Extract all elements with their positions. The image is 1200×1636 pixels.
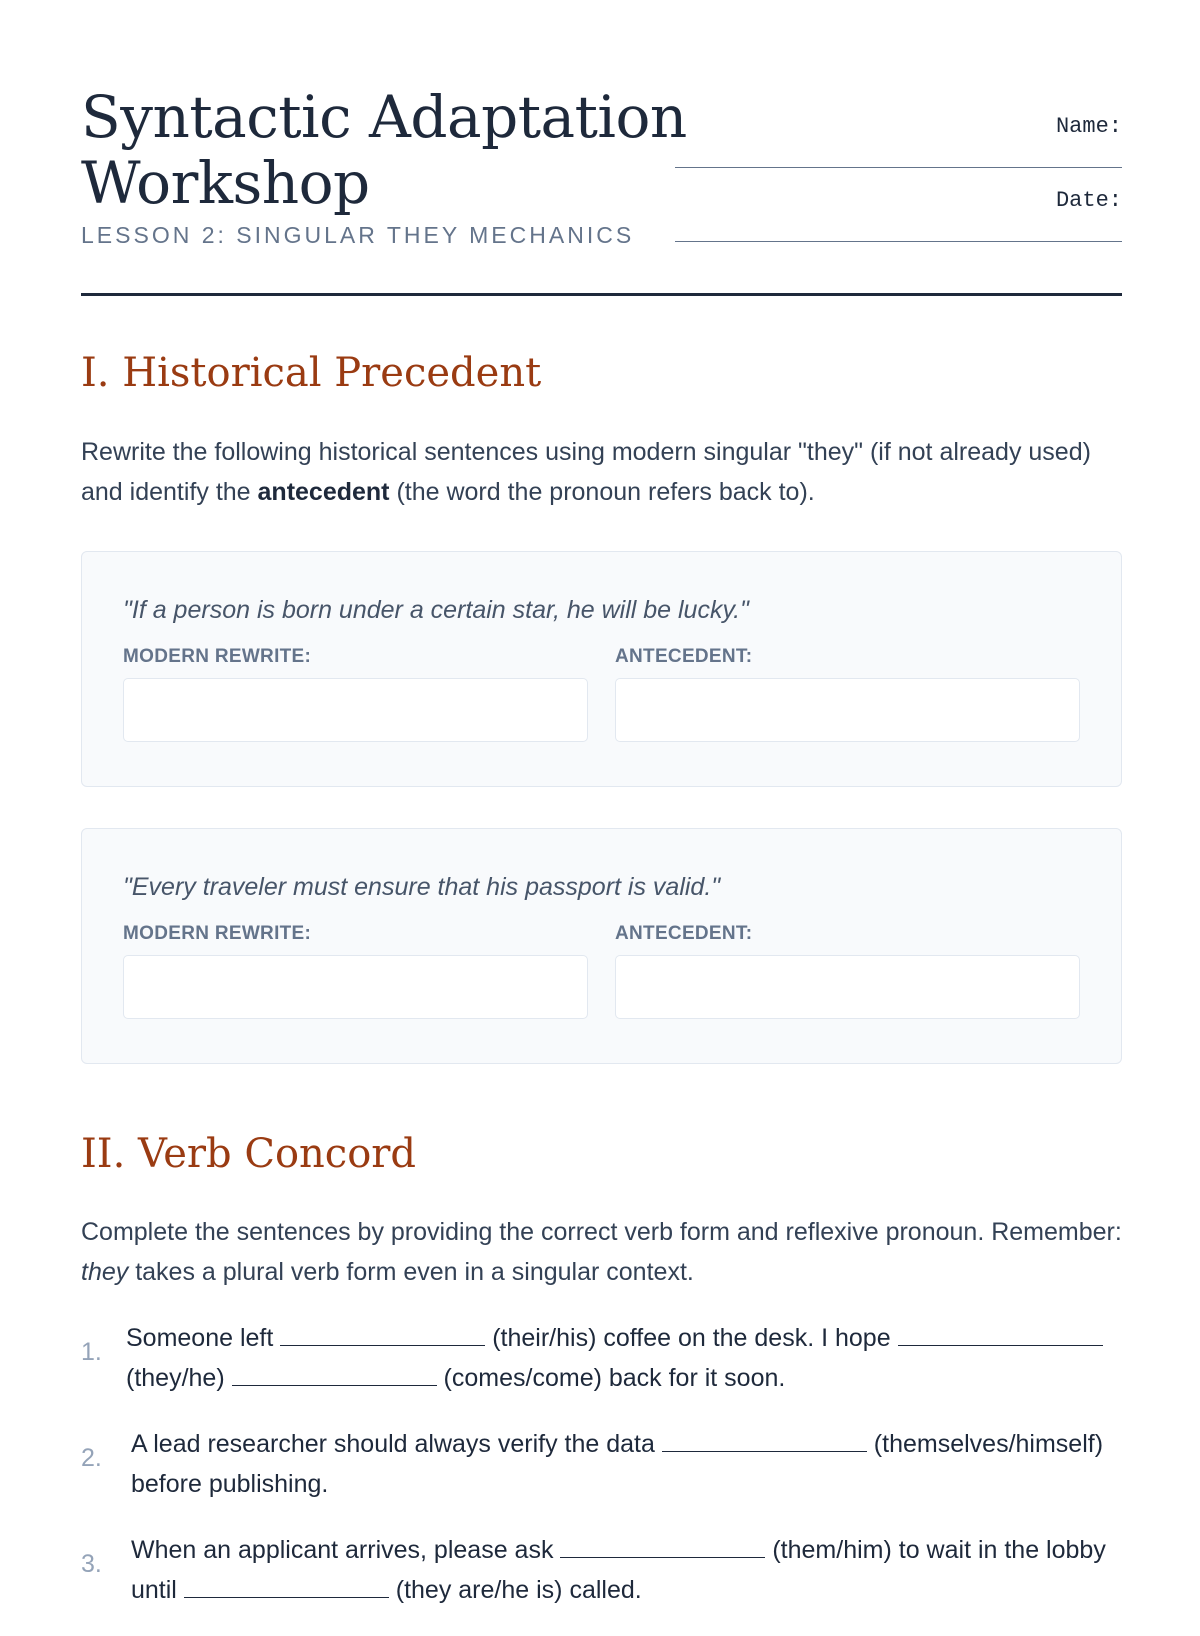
list-item bbox=[81, 1424, 1122, 1504]
answer-blank[interactable] bbox=[662, 1427, 867, 1452]
modern-rewrite-input[interactable] bbox=[123, 955, 588, 1019]
item-text-part: (them/him) to wait in the lobby until bbox=[131, 1536, 1106, 1604]
list-item bbox=[81, 1530, 1122, 1610]
modern-rewrite-field bbox=[123, 646, 588, 742]
section2-intro-tail: takes a plural verb form even in a singular context. bbox=[128, 1258, 694, 1286]
antecedent-label: ANTECEDENT: bbox=[615, 646, 753, 667]
section1-intro-text: Rewrite the following historical sentences using modern singular "they" (if not already used) and identify the bbox=[81, 438, 1091, 506]
section1-intro-tail: (the word the pronoun refers back to). bbox=[389, 478, 815, 506]
student-info bbox=[675, 114, 1122, 262]
name-label: Name: bbox=[1055, 114, 1122, 139]
item-number: 3. bbox=[81, 1550, 102, 1578]
item-text-part: A lead researcher should always verify the data bbox=[131, 1430, 662, 1458]
answer-blank[interactable] bbox=[184, 1573, 389, 1598]
section1-instructions bbox=[81, 432, 1122, 512]
name-row bbox=[675, 114, 1122, 188]
answer-blank[interactable] bbox=[232, 1361, 437, 1386]
section-title-verb-concord: II. Verb Concord bbox=[81, 1131, 417, 1177]
name-line[interactable] bbox=[675, 167, 1122, 168]
section-title-historical-precedent: I. Historical Precedent bbox=[81, 350, 542, 396]
date-label: Date: bbox=[1055, 188, 1122, 213]
item-text bbox=[131, 1530, 1122, 1610]
modern-rewrite-input[interactable] bbox=[123, 678, 588, 742]
page-title bbox=[81, 84, 701, 216]
item-text-part: (themselves/himself) before publishing. bbox=[131, 1430, 1104, 1498]
section2-instructions bbox=[81, 1212, 1122, 1292]
modern-rewrite-label: MODERN REWRITE: bbox=[123, 646, 312, 667]
antecedent-field bbox=[615, 923, 1080, 1019]
section2-intro-italic: they bbox=[81, 1258, 129, 1286]
item-text-part: (they are/he is) called. bbox=[388, 1576, 642, 1604]
item-text-part: Someone left bbox=[126, 1324, 281, 1352]
antecedent-input[interactable] bbox=[615, 678, 1080, 742]
item-text-part: (their/his) coffee on the desk. I hope bbox=[485, 1324, 898, 1352]
answer-blank[interactable] bbox=[280, 1321, 485, 1346]
exercise-card-1 bbox=[81, 551, 1122, 787]
answer-blank[interactable] bbox=[898, 1321, 1103, 1346]
item-text-part: (comes/come) back for it soon. bbox=[436, 1364, 786, 1392]
answer-blank[interactable] bbox=[560, 1533, 765, 1558]
exercise-quote: "Every traveler must ensure that his passport is valid." bbox=[123, 873, 721, 901]
list-item bbox=[81, 1318, 1122, 1398]
title-line-2: Workshop bbox=[81, 149, 370, 217]
modern-rewrite-field bbox=[123, 923, 588, 1019]
date-line[interactable] bbox=[675, 241, 1122, 242]
item-text bbox=[126, 1318, 1122, 1398]
verb-concord-list bbox=[81, 1318, 1122, 1636]
header-divider bbox=[81, 293, 1122, 296]
item-text bbox=[131, 1424, 1122, 1504]
modern-rewrite-label: MODERN REWRITE: bbox=[123, 923, 312, 944]
antecedent-label: ANTECEDENT: bbox=[615, 923, 753, 944]
title-line-1: Syntactic Adaptation bbox=[81, 83, 687, 151]
antecedent-input[interactable] bbox=[615, 955, 1080, 1019]
item-text-part: When an applicant arrives, please ask bbox=[131, 1536, 561, 1564]
exercise-card-2 bbox=[81, 828, 1122, 1064]
worksheet-header bbox=[81, 84, 1122, 299]
section1-intro-bold: antecedent bbox=[257, 478, 390, 506]
item-number: 2. bbox=[81, 1444, 102, 1472]
item-number: 1. bbox=[81, 1338, 102, 1366]
item-text-part: (they/he) bbox=[126, 1364, 232, 1392]
exercise-quote: "If a person is born under a certain star, he will be lucky." bbox=[123, 596, 749, 624]
section2-intro-text: Complete the sentences by providing the correct verb form and reflexive pronoun. Remember: bbox=[81, 1218, 1122, 1246]
lesson-subtitle: LESSON 2: SINGULAR THEY MECHANICS bbox=[81, 222, 635, 248]
antecedent-field bbox=[615, 646, 1080, 742]
date-row bbox=[675, 188, 1122, 262]
